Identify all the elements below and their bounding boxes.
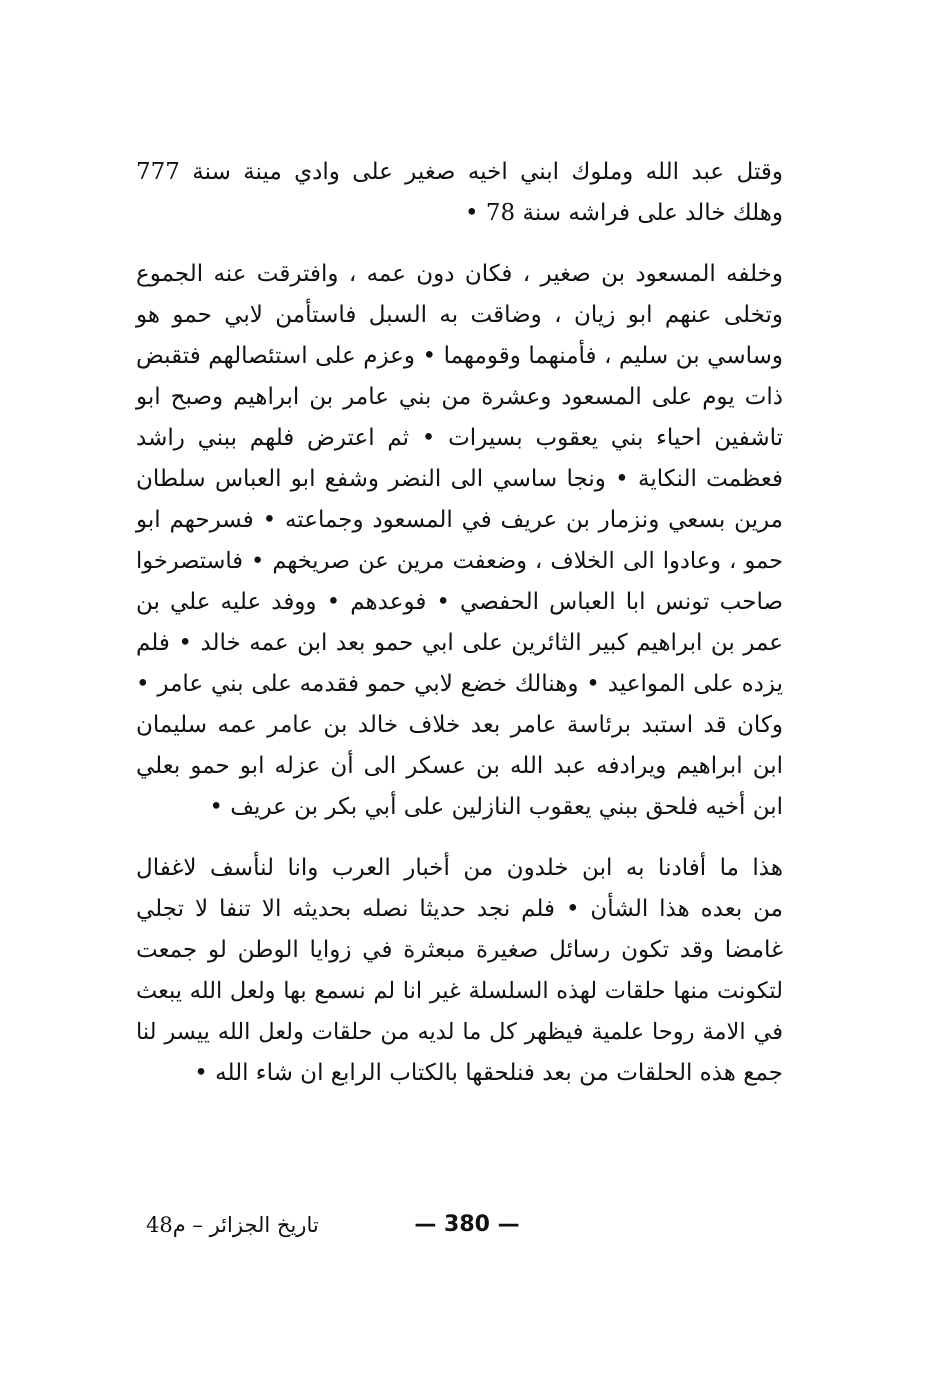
text-line: من بعده هذا الشأن • فلم نجد حديثا نصله بحديثه الا تنفا لا تجلي	[136, 896, 783, 922]
text-line: مرين بسعي ونزمار بن عريف في المسعود وجماعته • فسرحهم ابو	[136, 507, 783, 533]
page-footer	[0, 1205, 933, 1245]
text-line: وكان قد استبد برئاسة عامر بعد خلاف خالد بن عامر عمه سليمان	[136, 712, 783, 738]
text-line: غامضا وقد تكون رسائل صغيرة مبعثرة في زوايا الوطن لو جمعت	[136, 937, 783, 963]
text-line: ابن أخيه فلحق ببني يعقوب النازلين على أبي بكر بن عريف •	[209, 794, 783, 820]
text-line: ذات يوم على المسعود وعشرة من بني عامر بن ابراهيم وصبح ابو	[136, 384, 783, 410]
text-line: ابن ابراهيم ويرادفه عبد الله بن عسكر الى أن عزله ابو حمو بعلي	[136, 753, 783, 779]
text-line: فعظمت النكاية • ونجا ساسي الى النضر وشفع ابو العباس سلطان	[136, 466, 783, 492]
text-line: وساسي بن سليم ، فأمنهما وقومهما • وعزم على استئصالهم فتقبض	[136, 343, 783, 369]
paragraph-3	[136, 848, 783, 1094]
text-line: في الامة روحا علمية فيظهر كل ما لديه من حلقات ولعل الله ييسر لنا	[136, 1019, 783, 1045]
text-line: يزده على المواعيد • وهنالك خضع لابي حمو فقدمه على بني عامر •	[136, 671, 783, 697]
text-line: هذا ما أفادنا به ابن خلدون من أخبار العرب وانا لنأسف لاغفال	[136, 855, 783, 881]
text-line: وتخلى عنهم ابو زيان ، وضاقت به السبل فاستأمن لابي حمو هو	[136, 302, 783, 328]
text-line: لتكونت منها حلقات لهذه السلسلة غير انا لم نسمع بها ولعل الله يبعث	[136, 978, 783, 1004]
page-number: — 380 —	[414, 1212, 520, 1237]
paragraph-2	[136, 254, 783, 828]
text-line: وهلك خالد على فراشه سنة 78 •	[465, 200, 783, 226]
text-line: عمر بن ابراهيم كبير الثائرين على ابي حمو بعد ابن عمه خالد • فلم	[136, 630, 783, 656]
text-line: صاحب تونس ابا العباس الحفصي • فوعدهم • ووفد عليه علي بن	[136, 589, 783, 615]
signature-mark: تاريخ الجزائر – م48	[146, 1213, 319, 1237]
text-line: وخلفه المسعود بن صغير ، فكان دون عمه ، وافترقت عنه الجموع	[136, 261, 783, 287]
paragraph-1	[136, 152, 783, 234]
text-line: حمو ، وعادوا الى الخلاف ، وضعفت مرين عن صريخهم • فاستصرخوا	[136, 548, 783, 574]
text-line: جمع هذه الحلقات من بعد فنلحقها بالكتاب الرابع ان شاء الله •	[194, 1060, 783, 1086]
text-line: وقتل عبد الله وملوك ابني اخيه صغير على وادي مينة سنة 777	[136, 159, 783, 185]
text-line: تاشفين احياء بني يعقوب بسيرات • ثم اعترض فلهم ببني راشد	[136, 425, 783, 451]
